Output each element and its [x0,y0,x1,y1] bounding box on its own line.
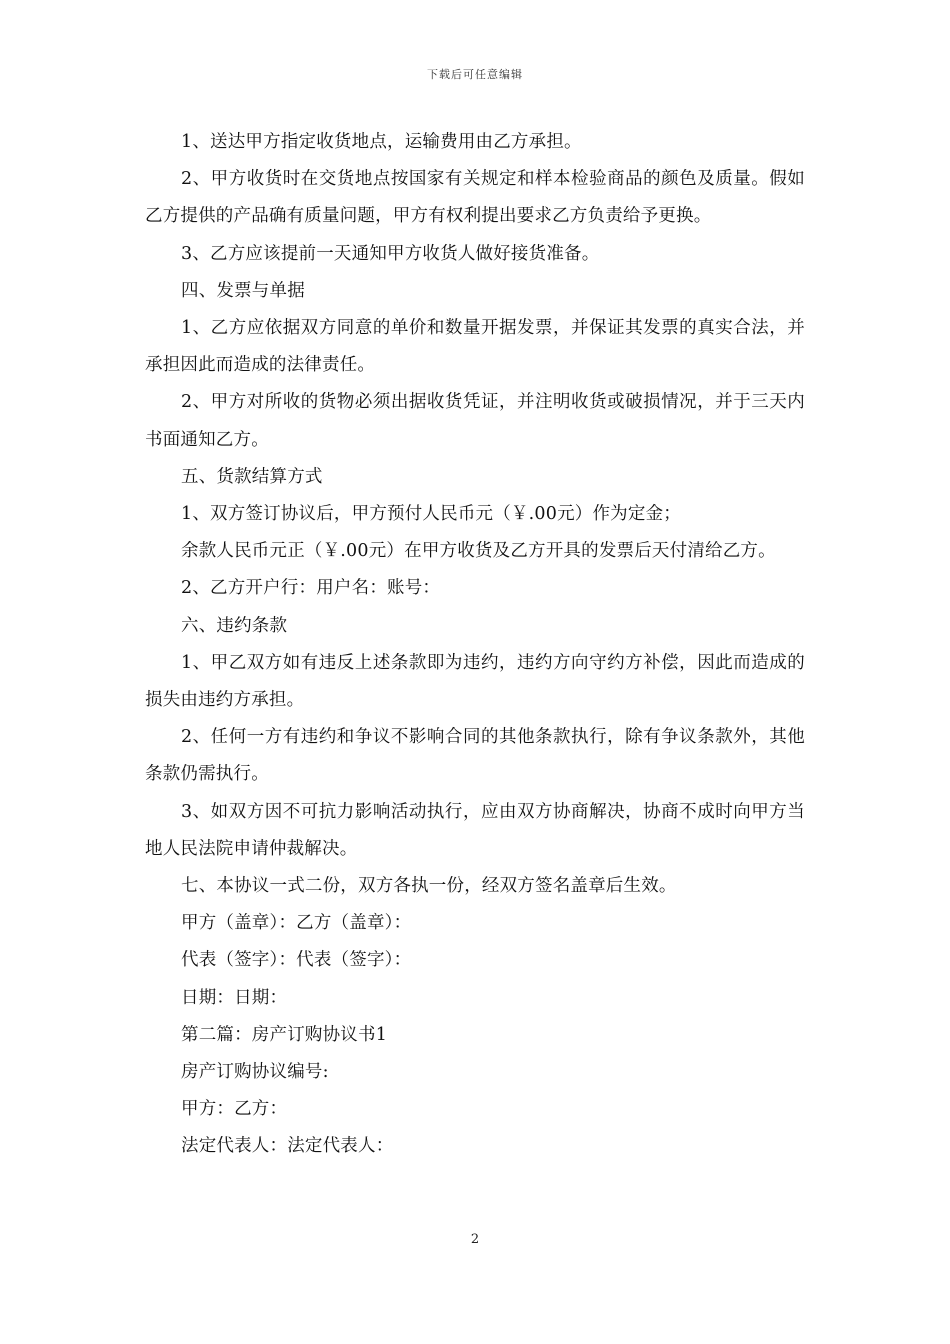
paragraph: 1、乙方应依据双方同意的单价和数量开据发票，并保证其发票的真实合法，并承担因此而造成的法律责任。 [145,318,805,376]
signature-line: 甲方（盖章）：乙方（盖章）： [181,913,412,934]
representative-line: 法定代表人：法定代表人： [181,1136,394,1157]
paragraph: 1、甲乙双方如有违反上述条款即为违约，违约方向守约方补偿，因此而造成的损失由违约方承担。 [145,652,805,711]
paragraph: 余款人民币元正（￥.00元）在甲方收货及乙方开具的发票后天付清给乙方。 [181,541,776,562]
page-number: 2 [470,1232,480,1247]
paragraph: 2、任何一方有违约和争议不影响合同的其他条款执行，除有争议条款外，其他条款仍需执行。 [145,727,805,785]
paragraph: 3、乙方应该提前一天通知甲方收货人做好接货准备。 [181,243,600,264]
date-line: 日期：日期： [181,987,288,1008]
paragraph: 1、送达甲方指定收货地点，运输费用由乙方承担。 [181,132,582,152]
paragraph: 2、甲方对所收的货物必须出据收货凭证，并注明收货或破损情况，并于三天内书面通知乙方。 [145,392,805,450]
paragraph: 2、乙方开户行：用户名：账号： [181,578,441,599]
paragraph: 2、甲方收货时在交货地点按国家有关规定和样本检验商品的颜色及质量。假如乙方提供的产品确有质量问题，甲方有权利提出要求乙方负责给予更换。 [145,169,805,227]
agreement-number-line: 房产订购协议编号: [181,1062,329,1083]
section-heading: 四、发票与单据 [181,280,305,301]
section-heading: 五、货款结算方式 [181,466,323,487]
signature-line: 代表（签字）：代表（签字）： [181,950,412,971]
section-heading: 七、本协议一式二份，双方各执一份，经双方签名盖章后生效。 [181,876,677,897]
paragraph: 1、双方签订协议后，甲方预付人民币元（￥.00元）作为定金； [181,504,681,525]
paragraph: 3、如双方因不可抗力影响活动执行，应由双方协商解决，协商不成时向甲方当地人民法院申请仲裁解决。 [145,801,805,859]
section-heading: 六、违约条款 [181,615,288,636]
document-body [145,124,805,1166]
party-line: 甲方：乙方： [181,1099,288,1120]
chapter-title: 第二篇：房产订购协议书1 [181,1024,388,1045]
header-note: 下载后可任意编辑 [427,68,523,81]
